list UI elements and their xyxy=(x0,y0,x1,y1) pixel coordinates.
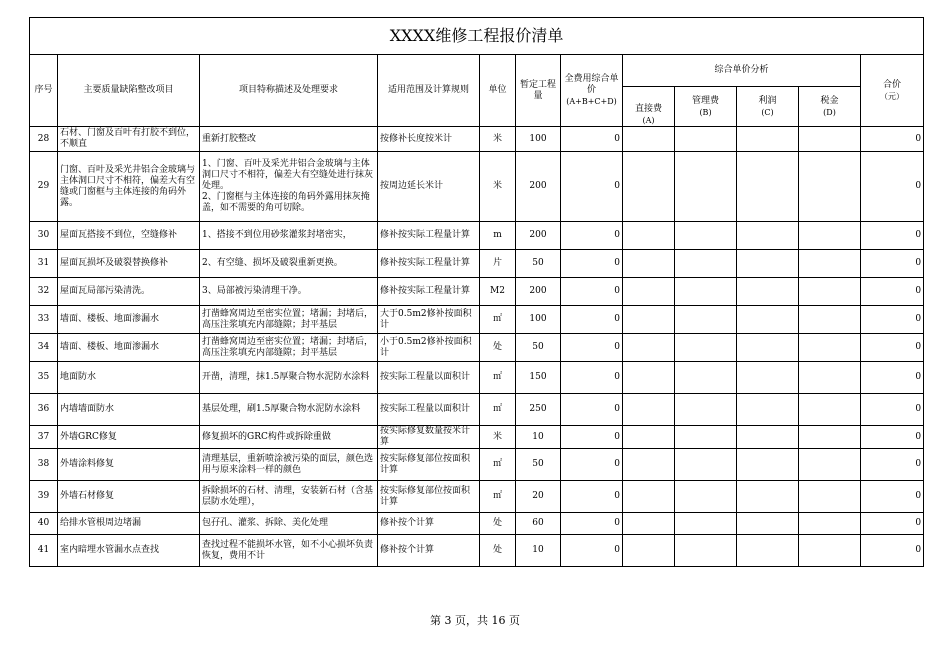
table-row xyxy=(30,278,924,306)
row-total: 0 xyxy=(861,250,924,278)
row-total: 0 xyxy=(861,449,924,481)
row-no: 41 xyxy=(30,535,58,567)
row-total: 0 xyxy=(861,426,924,449)
row-qty: 100 xyxy=(516,306,561,334)
row-item: 外墙GRC修复 xyxy=(58,426,200,449)
header-direct-code: (A) xyxy=(642,116,655,125)
header-tax-label: 税金 xyxy=(820,95,839,106)
row-mgmt xyxy=(675,127,737,152)
row-no: 28 xyxy=(30,127,58,152)
row-desc: 基层处理，刷1.5厚聚合物水泥防水涂料 xyxy=(200,394,378,426)
row-rule: 修补按实际工程量计算 xyxy=(378,222,480,250)
row-total: 0 xyxy=(861,535,924,567)
row-desc: 开凿，清理，抹1.5厚聚合物水泥防水涂料 xyxy=(200,362,378,394)
row-tax xyxy=(799,513,861,535)
row-item: 给排水管根周边堵漏 xyxy=(58,513,200,535)
row-tax xyxy=(799,127,861,152)
row-total: 0 xyxy=(861,306,924,334)
row-no: 37 xyxy=(30,426,58,449)
header-item: 主要质量缺陷整改项目 xyxy=(58,55,200,127)
row-unit: 片 xyxy=(480,250,516,278)
row-total: 0 xyxy=(861,278,924,306)
row-desc: 1、搭接不到位用砂浆灌浆封堵密实， xyxy=(200,222,378,250)
row-total: 0 xyxy=(861,513,924,535)
row-direct xyxy=(623,535,675,567)
row-rule: 按实际修复部位按面积计算 xyxy=(378,449,480,481)
row-qty: 60 xyxy=(516,513,561,535)
row-mgmt xyxy=(675,334,737,362)
row-mgmt xyxy=(675,426,737,449)
header-profit xyxy=(737,87,799,127)
row-rule: 修补按个计算 xyxy=(378,513,480,535)
row-qty: 100 xyxy=(516,127,561,152)
header-unit: 单位 xyxy=(480,55,516,127)
row-no: 35 xyxy=(30,362,58,394)
row-mgmt xyxy=(675,394,737,426)
row-qty: 50 xyxy=(516,449,561,481)
row-price: 0 xyxy=(561,250,623,278)
row-tax xyxy=(799,535,861,567)
table-row xyxy=(30,535,924,567)
row-desc: 3、局部被污染清理干净。 xyxy=(200,278,378,306)
row-mgmt xyxy=(675,278,737,306)
header-rule: 适用范围及计算规则 xyxy=(378,55,480,127)
row-mgmt xyxy=(675,481,737,513)
table-row xyxy=(30,222,924,250)
row-item: 内墙墙面防水 xyxy=(58,394,200,426)
row-desc: 2、有空缝、损坏及破裂重新更换。 xyxy=(200,250,378,278)
row-tax xyxy=(799,362,861,394)
header-full-price-label: 全费用综合单价 xyxy=(564,74,619,95)
row-price: 0 xyxy=(561,481,623,513)
row-direct xyxy=(623,513,675,535)
row-desc: 1、门窗、百叶及采光井铝合金玻璃与主体洞口尺寸不相符，偏差大有空缝处进行抹灰处理。 2、门窗框与主体连接的角码外露用抹灰掩盖，如不需要的角可切除。 xyxy=(200,152,378,222)
table-row xyxy=(30,306,924,334)
row-item: 屋面瓦搭接不到位，空缝修补 xyxy=(58,222,200,250)
row-unit: 处 xyxy=(480,513,516,535)
row-price: 0 xyxy=(561,278,623,306)
row-profit xyxy=(737,535,799,567)
header-tax xyxy=(799,87,861,127)
row-profit xyxy=(737,306,799,334)
row-price: 0 xyxy=(561,362,623,394)
row-desc: 打凿蜂窝周边至密实位置；堵漏；封堵后，高压注浆填充内部缝隙；封平基层 xyxy=(200,334,378,362)
row-qty: 200 xyxy=(516,278,561,306)
row-mgmt xyxy=(675,535,737,567)
row-profit xyxy=(737,426,799,449)
row-price: 0 xyxy=(561,152,623,222)
row-profit xyxy=(737,152,799,222)
row-no: 36 xyxy=(30,394,58,426)
row-mgmt xyxy=(675,152,737,222)
table-row xyxy=(30,426,924,449)
row-direct xyxy=(623,127,675,152)
row-no: 33 xyxy=(30,306,58,334)
table-row xyxy=(30,513,924,535)
row-profit xyxy=(737,513,799,535)
header-direct xyxy=(623,87,675,127)
row-qty: 50 xyxy=(516,334,561,362)
table-row xyxy=(30,250,924,278)
row-desc: 重新打胶整改 xyxy=(200,127,378,152)
row-tax xyxy=(799,222,861,250)
row-unit: m xyxy=(480,222,516,250)
row-no: 30 xyxy=(30,222,58,250)
header-qty: 暂定工程量 xyxy=(516,55,561,127)
row-no: 29 xyxy=(30,152,58,222)
row-mgmt xyxy=(675,513,737,535)
row-rule: 大于0.5m2修补按面积计 xyxy=(378,306,480,334)
row-qty: 150 xyxy=(516,362,561,394)
row-profit xyxy=(737,127,799,152)
header-mgmt-code: (B) xyxy=(699,107,712,117)
table-row xyxy=(30,394,924,426)
row-mgmt xyxy=(675,250,737,278)
row-rule: 小于0.5m2修补按面积计 xyxy=(378,334,480,362)
row-unit: 米 xyxy=(480,152,516,222)
header-total xyxy=(861,55,924,127)
header-profit-label: 利润 xyxy=(758,95,777,106)
row-price: 0 xyxy=(561,535,623,567)
row-profit xyxy=(737,250,799,278)
row-price: 0 xyxy=(561,394,623,426)
row-no: 31 xyxy=(30,250,58,278)
row-qty: 250 xyxy=(516,394,561,426)
row-profit xyxy=(737,222,799,250)
row-price: 0 xyxy=(561,449,623,481)
row-mgmt xyxy=(675,449,737,481)
row-unit: 处 xyxy=(480,535,516,567)
header-mgmt xyxy=(675,87,737,127)
table-row xyxy=(30,481,924,513)
row-direct xyxy=(623,481,675,513)
table-row xyxy=(30,449,924,481)
row-total: 0 xyxy=(861,481,924,513)
header-direct-label: 直接费 xyxy=(634,104,662,114)
page-title: XXXX维修工程报价清单 xyxy=(30,18,924,55)
header-full-price-formula: (A+B+C+D) xyxy=(566,97,617,106)
row-item: 墙面、楼板、地面渗漏水 xyxy=(58,334,200,362)
row-profit xyxy=(737,481,799,513)
row-no: 32 xyxy=(30,278,58,306)
page-footer: 第 3 页，共 16 页 xyxy=(430,614,520,627)
row-desc: 修复损坏的GRC构件或拆除重做 xyxy=(200,426,378,449)
row-price: 0 xyxy=(561,306,623,334)
row-unit: ㎡ xyxy=(480,481,516,513)
row-rule: 按周边延长米计 xyxy=(378,152,480,222)
table-row xyxy=(30,127,924,152)
row-tax xyxy=(799,278,861,306)
row-price: 0 xyxy=(561,334,623,362)
row-unit: 处 xyxy=(480,334,516,362)
row-tax xyxy=(799,306,861,334)
row-no: 34 xyxy=(30,334,58,362)
row-unit: 米 xyxy=(480,127,516,152)
row-price: 0 xyxy=(561,426,623,449)
row-direct xyxy=(623,334,675,362)
row-rule: 按修补长度按米计 xyxy=(378,127,480,152)
table-row xyxy=(30,362,924,394)
row-qty: 200 xyxy=(516,152,561,222)
row-unit: ㎡ xyxy=(480,394,516,426)
row-price: 0 xyxy=(561,222,623,250)
row-total: 0 xyxy=(861,394,924,426)
header-tax-code: (D) xyxy=(823,107,836,117)
row-direct xyxy=(623,222,675,250)
row-direct xyxy=(623,426,675,449)
header-seq: 序号 xyxy=(30,55,58,127)
row-price: 0 xyxy=(561,127,623,152)
row-unit: 米 xyxy=(480,426,516,449)
row-price: 0 xyxy=(561,513,623,535)
row-unit: ㎡ xyxy=(480,362,516,394)
row-direct xyxy=(623,306,675,334)
table-row xyxy=(30,152,924,222)
row-profit xyxy=(737,394,799,426)
row-no: 39 xyxy=(30,481,58,513)
row-rule: 按实际工程量以面积计 xyxy=(378,394,480,426)
row-rule: 修补按实际工程量计算 xyxy=(378,278,480,306)
row-rule: 修补按实际工程量计算 xyxy=(378,250,480,278)
row-tax xyxy=(799,426,861,449)
row-mgmt xyxy=(675,222,737,250)
row-item: 地面防水 xyxy=(58,362,200,394)
row-total: 0 xyxy=(861,127,924,152)
row-tax xyxy=(799,334,861,362)
row-rule: 按实际修复部位按面积计算 xyxy=(378,481,480,513)
row-tax xyxy=(799,394,861,426)
row-direct xyxy=(623,278,675,306)
row-direct xyxy=(623,152,675,222)
header-desc: 项目特称描述及处理要求 xyxy=(200,55,378,127)
row-direct xyxy=(623,449,675,481)
row-item: 室内暗埋水管漏水点查找 xyxy=(58,535,200,567)
row-unit: M2 xyxy=(480,278,516,306)
row-tax xyxy=(799,250,861,278)
row-item: 墙面、楼板、地面渗漏水 xyxy=(58,306,200,334)
row-qty: 10 xyxy=(516,426,561,449)
row-qty: 20 xyxy=(516,481,561,513)
row-item: 石材、门窗及百叶有打胶不到位，不顺直 xyxy=(58,127,200,152)
row-rule: 修补按个计算 xyxy=(378,535,480,567)
row-desc: 清理基层，重新喷涂被污染的面层，颜色选用与原来涂料一样的颜色 xyxy=(200,449,378,481)
row-total: 0 xyxy=(861,334,924,362)
table-row xyxy=(30,334,924,362)
row-qty: 10 xyxy=(516,535,561,567)
row-item: 外墙涂料修复 xyxy=(58,449,200,481)
row-desc: 查找过程不能损坏水管，如不小心损坏负责恢复，费用不计 xyxy=(200,535,378,567)
row-profit xyxy=(737,449,799,481)
header-total-label: 合价 xyxy=(883,79,902,90)
row-mgmt xyxy=(675,362,737,394)
header-full-price xyxy=(561,55,623,127)
row-total: 0 xyxy=(861,152,924,222)
row-profit xyxy=(737,278,799,306)
row-total: 0 xyxy=(861,362,924,394)
row-no: 40 xyxy=(30,513,58,535)
row-item: 屋面瓦损坏及破裂替换修补 xyxy=(58,250,200,278)
row-rule: 按实际修复数量按米计算 xyxy=(378,426,480,449)
quote-table xyxy=(29,17,924,567)
header-total-unit: （元） xyxy=(880,91,905,101)
row-no: 38 xyxy=(30,449,58,481)
row-direct xyxy=(623,250,675,278)
row-profit xyxy=(737,334,799,362)
row-tax xyxy=(799,481,861,513)
row-tax xyxy=(799,449,861,481)
row-total: 0 xyxy=(861,222,924,250)
header-analysis: 综合单价分析 xyxy=(623,55,861,87)
row-direct xyxy=(623,394,675,426)
row-direct xyxy=(623,362,675,394)
row-tax xyxy=(799,152,861,222)
row-profit xyxy=(737,362,799,394)
row-mgmt xyxy=(675,306,737,334)
row-desc: 包孖孔、灌浆、拆除、美化处理 xyxy=(200,513,378,535)
row-qty: 200 xyxy=(516,222,561,250)
quote-sheet xyxy=(29,17,923,567)
row-item: 屋面瓦局部污染清洗。 xyxy=(58,278,200,306)
row-qty: 50 xyxy=(516,250,561,278)
row-rule: 按实际工程量以面积计 xyxy=(378,362,480,394)
header-mgmt-label: 管理费 xyxy=(691,95,719,106)
row-item: 外墙石材修复 xyxy=(58,481,200,513)
row-unit: ㎡ xyxy=(480,449,516,481)
row-item: 门窗、百叶及采光井铝合金玻璃与主体洞口尺寸不相符，偏差大有空缝或门窗框与主体连接的角码外露。 xyxy=(58,152,200,222)
row-desc: 打凿蜂窝周边至密实位置；堵漏；封堵后，高压注浆填充内部缝隙；封平基层 xyxy=(200,306,378,334)
row-desc: 拆除损坏的石材、清理，安装新石材（含基层防水处理）， xyxy=(200,481,378,513)
row-unit: ㎡ xyxy=(480,306,516,334)
header-profit-code: (C) xyxy=(761,107,774,117)
